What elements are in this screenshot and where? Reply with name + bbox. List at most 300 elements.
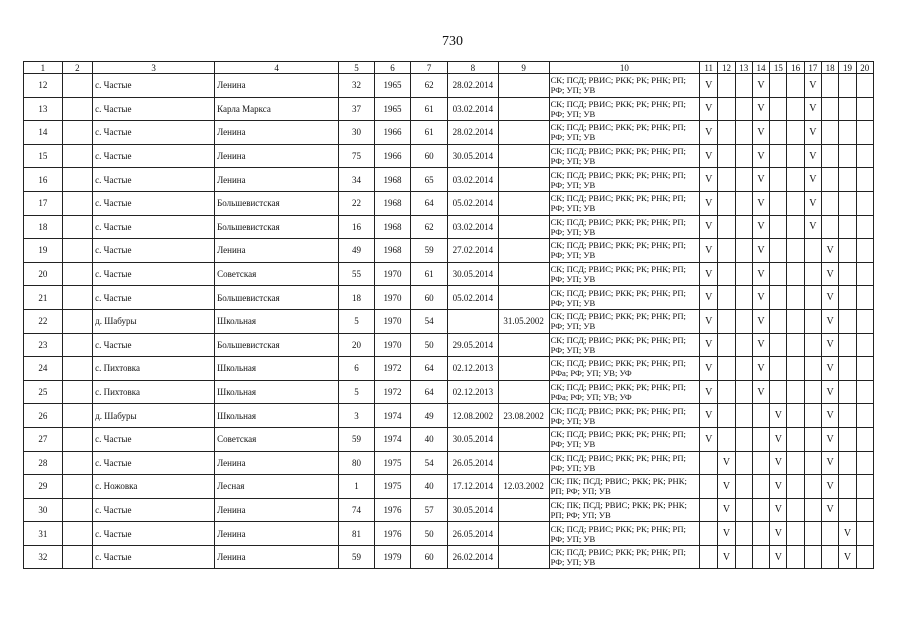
mark-cell bbox=[735, 498, 752, 522]
mark-cell: V bbox=[822, 262, 839, 286]
mark-cell: V bbox=[718, 475, 735, 499]
cell-c6: 1976 bbox=[374, 498, 411, 522]
mark-cell bbox=[839, 286, 856, 310]
mark-cell: V bbox=[700, 215, 718, 239]
mark-cell bbox=[822, 97, 839, 121]
mark-cell: V bbox=[804, 215, 821, 239]
cell-c10: СК; ПСД; РВИС; РКК; РК; РНК; РП; РФ; УП; УВ bbox=[549, 286, 699, 310]
mark-cell bbox=[770, 239, 787, 263]
cell-c8: 26.05.2014 bbox=[447, 451, 498, 475]
cell-c1: 23 bbox=[24, 333, 63, 357]
table-row bbox=[24, 404, 874, 428]
cell-c5: 81 bbox=[339, 522, 375, 546]
cell-c7: 60 bbox=[411, 545, 448, 569]
cell-c10: СК; ПК; ПСД; РВИС; РКК; РК; РНК; РП; РФ; УП; УВ bbox=[549, 475, 699, 499]
cell-c4: Большевистская bbox=[215, 191, 339, 215]
mark-cell bbox=[856, 380, 873, 404]
cell-c4: Большевистская bbox=[215, 215, 339, 239]
mark-cell bbox=[718, 404, 735, 428]
cell-c5: 22 bbox=[339, 191, 375, 215]
mark-cell bbox=[856, 451, 873, 475]
mark-cell: V bbox=[700, 74, 718, 98]
mark-cell bbox=[822, 144, 839, 168]
mark-cell bbox=[787, 333, 804, 357]
cell-c4: Школьная bbox=[215, 357, 339, 381]
mark-cell bbox=[718, 191, 735, 215]
mark-cell bbox=[856, 475, 873, 499]
mark-cell bbox=[804, 333, 821, 357]
mark-cell bbox=[700, 498, 718, 522]
cell-c10: СК; ПСД; РВИС; РКК; РК; РНК; РП; РФ; УП; УВ bbox=[549, 451, 699, 475]
cell-c10: СК; ПСД; РВИС; РКК; РК; РНК; РП; РФ; УП; УВ bbox=[549, 215, 699, 239]
cell-c4: Ленина bbox=[215, 74, 339, 98]
cell-c10: СК; ПК; ПСД; РВИС; РКК; РК; РНК; РП; РФ; УП; УВ bbox=[549, 498, 699, 522]
column-header: 17 bbox=[804, 62, 821, 74]
cell-c7: 40 bbox=[411, 475, 448, 499]
mark-cell bbox=[787, 286, 804, 310]
cell-c8: 03.02.2014 bbox=[447, 215, 498, 239]
mark-cell bbox=[718, 427, 735, 451]
cell-c1: 12 bbox=[24, 74, 63, 98]
mark-cell bbox=[856, 286, 873, 310]
cell-c8: 30.05.2014 bbox=[447, 498, 498, 522]
cell-c7: 54 bbox=[411, 451, 448, 475]
cell-c4: Ленина bbox=[215, 498, 339, 522]
mark-cell: V bbox=[770, 498, 787, 522]
mark-cell: V bbox=[770, 522, 787, 546]
mark-cell bbox=[856, 97, 873, 121]
mark-cell bbox=[770, 215, 787, 239]
cell-c5: 49 bbox=[339, 239, 375, 263]
mark-cell: V bbox=[718, 498, 735, 522]
cell-c9 bbox=[498, 357, 549, 381]
cell-c7: 40 bbox=[411, 427, 448, 451]
cell-c1: 19 bbox=[24, 239, 63, 263]
mark-cell bbox=[804, 380, 821, 404]
mark-cell: V bbox=[752, 286, 769, 310]
cell-c2 bbox=[62, 522, 93, 546]
cell-c10: СК; ПСД; РВИС; РКК; РК; РНК; РП; РФ; УП; УВ bbox=[549, 427, 699, 451]
mark-cell bbox=[839, 74, 856, 98]
mark-cell: V bbox=[752, 333, 769, 357]
mark-cell bbox=[856, 121, 873, 145]
mark-cell bbox=[735, 168, 752, 192]
cell-c8: 02.12.2013 bbox=[447, 357, 498, 381]
cell-c7: 61 bbox=[411, 262, 448, 286]
page-number: 730 bbox=[442, 34, 463, 49]
mark-cell bbox=[735, 404, 752, 428]
cell-c7: 64 bbox=[411, 357, 448, 381]
cell-c7: 60 bbox=[411, 286, 448, 310]
cell-c5: 75 bbox=[339, 144, 375, 168]
cell-c8: 30.05.2014 bbox=[447, 262, 498, 286]
mark-cell bbox=[770, 168, 787, 192]
mark-cell bbox=[839, 262, 856, 286]
mark-cell: V bbox=[770, 545, 787, 569]
register-table bbox=[23, 61, 874, 569]
mark-cell: V bbox=[822, 404, 839, 428]
column-header: 18 bbox=[822, 62, 839, 74]
cell-c3: с. Частые bbox=[93, 498, 215, 522]
cell-c1: 24 bbox=[24, 357, 63, 381]
cell-c4: Школьная bbox=[215, 309, 339, 333]
mark-cell bbox=[856, 144, 873, 168]
mark-cell bbox=[804, 451, 821, 475]
table-row bbox=[24, 380, 874, 404]
mark-cell bbox=[839, 144, 856, 168]
cell-c6: 1968 bbox=[374, 191, 411, 215]
cell-c3: с. Частые bbox=[93, 74, 215, 98]
cell-c2 bbox=[62, 262, 93, 286]
mark-cell bbox=[822, 522, 839, 546]
mark-cell: V bbox=[700, 191, 718, 215]
cell-c2 bbox=[62, 333, 93, 357]
mark-cell bbox=[839, 309, 856, 333]
mark-cell bbox=[735, 262, 752, 286]
mark-cell bbox=[735, 121, 752, 145]
cell-c7: 57 bbox=[411, 498, 448, 522]
cell-c1: 32 bbox=[24, 545, 63, 569]
mark-cell bbox=[735, 522, 752, 546]
table-row bbox=[24, 215, 874, 239]
cell-c10: СК; ПСД; РВИС; РКК; РК; РНК; РП; РФ; УП; УВ bbox=[549, 333, 699, 357]
mark-cell bbox=[718, 97, 735, 121]
cell-c2 bbox=[62, 475, 93, 499]
cell-c5: 34 bbox=[339, 168, 375, 192]
cell-c5: 18 bbox=[339, 286, 375, 310]
column-header: 9 bbox=[498, 62, 549, 74]
mark-cell bbox=[700, 545, 718, 569]
cell-c3: с. Частые bbox=[93, 262, 215, 286]
mark-cell: V bbox=[804, 144, 821, 168]
mark-cell: V bbox=[822, 475, 839, 499]
table-row bbox=[24, 475, 874, 499]
mark-cell bbox=[787, 522, 804, 546]
mark-cell bbox=[752, 522, 769, 546]
cell-c4: Ленина bbox=[215, 144, 339, 168]
cell-c9 bbox=[498, 380, 549, 404]
cell-c9 bbox=[498, 97, 549, 121]
mark-cell bbox=[856, 262, 873, 286]
mark-cell bbox=[718, 309, 735, 333]
mark-cell bbox=[787, 380, 804, 404]
cell-c7: 54 bbox=[411, 309, 448, 333]
mark-cell bbox=[718, 215, 735, 239]
cell-c7: 64 bbox=[411, 191, 448, 215]
mark-cell bbox=[787, 121, 804, 145]
column-header: 2 bbox=[62, 62, 93, 74]
cell-c8: 12.08.2002 bbox=[447, 404, 498, 428]
column-header: 15 bbox=[770, 62, 787, 74]
column-header: 7 bbox=[411, 62, 448, 74]
cell-c2 bbox=[62, 239, 93, 263]
cell-c9: 31.05.2002 bbox=[498, 309, 549, 333]
cell-c8: 26.02.2014 bbox=[447, 545, 498, 569]
cell-c1: 25 bbox=[24, 380, 63, 404]
cell-c6: 1970 bbox=[374, 309, 411, 333]
cell-c10: СК; ПСД; РВИС; РКК; РК; РНК; РП; РФа; РФ; УП; УВ; УФ bbox=[549, 380, 699, 404]
mark-cell bbox=[718, 357, 735, 381]
mark-cell bbox=[804, 498, 821, 522]
cell-c7: 60 bbox=[411, 144, 448, 168]
cell-c8: 17.12.2014 bbox=[447, 475, 498, 499]
cell-c6: 1976 bbox=[374, 522, 411, 546]
cell-c3: с. Частые bbox=[93, 522, 215, 546]
mark-cell bbox=[770, 357, 787, 381]
cell-c2 bbox=[62, 97, 93, 121]
cell-c6: 1968 bbox=[374, 168, 411, 192]
header-row bbox=[24, 62, 874, 74]
table-row bbox=[24, 168, 874, 192]
cell-c3: с. Частые bbox=[93, 545, 215, 569]
mark-cell: V bbox=[822, 498, 839, 522]
mark-cell: V bbox=[752, 121, 769, 145]
mark-cell: V bbox=[822, 239, 839, 263]
table-row bbox=[24, 144, 874, 168]
cell-c4: Советская bbox=[215, 262, 339, 286]
cell-c2 bbox=[62, 74, 93, 98]
column-header: 16 bbox=[787, 62, 804, 74]
mark-cell: V bbox=[752, 191, 769, 215]
cell-c10: СК; ПСД; РВИС; РКК; РК; РНК; РП; РФ; УП; УВ bbox=[549, 144, 699, 168]
mark-cell bbox=[804, 262, 821, 286]
mark-cell bbox=[718, 144, 735, 168]
cell-c4: Школьная bbox=[215, 380, 339, 404]
cell-c9 bbox=[498, 498, 549, 522]
cell-c10: СК; ПСД; РВИС; РКК; РК; РНК; РП; РФ; УП; УВ bbox=[549, 191, 699, 215]
cell-c4: Ленина bbox=[215, 239, 339, 263]
cell-c1: 21 bbox=[24, 286, 63, 310]
cell-c9 bbox=[498, 522, 549, 546]
table-row bbox=[24, 357, 874, 381]
cell-c7: 62 bbox=[411, 74, 448, 98]
table-row bbox=[24, 522, 874, 546]
mark-cell bbox=[856, 168, 873, 192]
mark-cell bbox=[735, 309, 752, 333]
cell-c6: 1974 bbox=[374, 404, 411, 428]
cell-c2 bbox=[62, 286, 93, 310]
cell-c1: 31 bbox=[24, 522, 63, 546]
mark-cell bbox=[787, 215, 804, 239]
cell-c8: 28.02.2014 bbox=[447, 121, 498, 145]
mark-cell: V bbox=[822, 451, 839, 475]
cell-c9 bbox=[498, 121, 549, 145]
cell-c5: 55 bbox=[339, 262, 375, 286]
mark-cell bbox=[787, 144, 804, 168]
cell-c8: 02.12.2013 bbox=[447, 380, 498, 404]
mark-cell bbox=[787, 545, 804, 569]
mark-cell: V bbox=[752, 215, 769, 239]
cell-c10: СК; ПСД; РВИС; РКК; РК; РНК; РП; РФ; УП; УВ bbox=[549, 545, 699, 569]
mark-cell bbox=[735, 451, 752, 475]
mark-cell: V bbox=[804, 97, 821, 121]
cell-c10: СК; ПСД; РВИС; РКК; РК; РНК; РП; РФ; УП; УВ bbox=[549, 121, 699, 145]
mark-cell bbox=[735, 286, 752, 310]
mark-cell: V bbox=[752, 357, 769, 381]
mark-cell bbox=[839, 239, 856, 263]
table-row bbox=[24, 545, 874, 569]
cell-c3: с. Частые bbox=[93, 427, 215, 451]
cell-c9 bbox=[498, 239, 549, 263]
mark-cell bbox=[752, 451, 769, 475]
cell-c5: 16 bbox=[339, 215, 375, 239]
cell-c4: Ленина bbox=[215, 121, 339, 145]
mark-cell: V bbox=[752, 144, 769, 168]
mark-cell: V bbox=[718, 522, 735, 546]
mark-cell bbox=[839, 427, 856, 451]
cell-c8: 05.02.2014 bbox=[447, 286, 498, 310]
mark-cell bbox=[770, 380, 787, 404]
table-row bbox=[24, 262, 874, 286]
mark-cell bbox=[787, 74, 804, 98]
cell-c1: 29 bbox=[24, 475, 63, 499]
table-row bbox=[24, 74, 874, 98]
mark-cell bbox=[804, 357, 821, 381]
cell-c2 bbox=[62, 404, 93, 428]
cell-c7: 65 bbox=[411, 168, 448, 192]
mark-cell bbox=[752, 498, 769, 522]
cell-c2 bbox=[62, 380, 93, 404]
mark-cell: V bbox=[752, 380, 769, 404]
mark-cell bbox=[752, 545, 769, 569]
column-header: 3 bbox=[93, 62, 215, 74]
cell-c3: с. Пихтовка bbox=[93, 380, 215, 404]
mark-cell bbox=[787, 427, 804, 451]
mark-cell bbox=[839, 357, 856, 381]
cell-c4: Ленина bbox=[215, 522, 339, 546]
cell-c3: с. Частые bbox=[93, 333, 215, 357]
table-row bbox=[24, 333, 874, 357]
mark-cell bbox=[735, 97, 752, 121]
mark-cell bbox=[718, 380, 735, 404]
cell-c1: 13 bbox=[24, 97, 63, 121]
cell-c7: 61 bbox=[411, 97, 448, 121]
mark-cell bbox=[770, 121, 787, 145]
mark-cell: V bbox=[700, 380, 718, 404]
mark-cell bbox=[856, 357, 873, 381]
cell-c9 bbox=[498, 168, 549, 192]
cell-c7: 59 bbox=[411, 239, 448, 263]
mark-cell bbox=[839, 97, 856, 121]
mark-cell bbox=[770, 74, 787, 98]
table-row bbox=[24, 191, 874, 215]
cell-c8: 26.05.2014 bbox=[447, 522, 498, 546]
mark-cell bbox=[770, 144, 787, 168]
cell-c6: 1974 bbox=[374, 427, 411, 451]
mark-cell bbox=[856, 427, 873, 451]
cell-c3: д. Шабуры bbox=[93, 404, 215, 428]
mark-cell bbox=[787, 451, 804, 475]
cell-c8: 03.02.2014 bbox=[447, 97, 498, 121]
cell-c3: с. Частые bbox=[93, 144, 215, 168]
cell-c1: 15 bbox=[24, 144, 63, 168]
cell-c5: 5 bbox=[339, 309, 375, 333]
cell-c9 bbox=[498, 144, 549, 168]
cell-c3: с. Частые bbox=[93, 286, 215, 310]
cell-c4: Ленина bbox=[215, 451, 339, 475]
cell-c5: 80 bbox=[339, 451, 375, 475]
cell-c5: 5 bbox=[339, 380, 375, 404]
mark-cell bbox=[718, 262, 735, 286]
mark-cell bbox=[822, 74, 839, 98]
mark-cell bbox=[856, 404, 873, 428]
mark-cell bbox=[770, 97, 787, 121]
cell-c1: 17 bbox=[24, 191, 63, 215]
mark-cell: V bbox=[804, 191, 821, 215]
mark-cell bbox=[770, 286, 787, 310]
cell-c5: 37 bbox=[339, 97, 375, 121]
mark-cell: V bbox=[718, 451, 735, 475]
mark-cell bbox=[822, 215, 839, 239]
table-row bbox=[24, 286, 874, 310]
mark-cell bbox=[839, 404, 856, 428]
mark-cell: V bbox=[752, 262, 769, 286]
mark-cell: V bbox=[752, 309, 769, 333]
mark-cell bbox=[700, 522, 718, 546]
mark-cell: V bbox=[752, 239, 769, 263]
table-row bbox=[24, 121, 874, 145]
mark-cell bbox=[718, 239, 735, 263]
mark-cell: V bbox=[700, 357, 718, 381]
mark-cell: V bbox=[770, 427, 787, 451]
mark-cell bbox=[787, 404, 804, 428]
mark-cell bbox=[787, 309, 804, 333]
mark-cell: V bbox=[770, 451, 787, 475]
mark-cell: V bbox=[804, 168, 821, 192]
cell-c8: 29.05.2014 bbox=[447, 333, 498, 357]
mark-cell bbox=[735, 333, 752, 357]
mark-cell bbox=[822, 545, 839, 569]
cell-c8 bbox=[447, 309, 498, 333]
cell-c2 bbox=[62, 451, 93, 475]
cell-c9 bbox=[498, 191, 549, 215]
mark-cell bbox=[856, 545, 873, 569]
cell-c1: 28 bbox=[24, 451, 63, 475]
cell-c5: 59 bbox=[339, 427, 375, 451]
mark-cell bbox=[718, 168, 735, 192]
mark-cell bbox=[839, 498, 856, 522]
cell-c6: 1966 bbox=[374, 121, 411, 145]
mark-cell: V bbox=[822, 333, 839, 357]
mark-cell: V bbox=[700, 144, 718, 168]
cell-c9: 23.08.2002 bbox=[498, 404, 549, 428]
cell-c10: СК; ПСД; РВИС; РКК; РК; РНК; РП; РФ; УП; УВ bbox=[549, 262, 699, 286]
cell-c10: СК; ПСД; РВИС; РКК; РК; РНК; РП; РФ; УП; УВ bbox=[549, 239, 699, 263]
column-header: 6 bbox=[374, 62, 411, 74]
mark-cell bbox=[839, 191, 856, 215]
mark-cell bbox=[770, 262, 787, 286]
mark-cell bbox=[787, 262, 804, 286]
mark-cell bbox=[735, 545, 752, 569]
cell-c3: с. Частые bbox=[93, 168, 215, 192]
mark-cell bbox=[770, 191, 787, 215]
column-header: 1 bbox=[24, 62, 63, 74]
cell-c2 bbox=[62, 357, 93, 381]
mark-cell bbox=[770, 309, 787, 333]
cell-c3: с. Частые bbox=[93, 239, 215, 263]
mark-cell bbox=[787, 191, 804, 215]
cell-c5: 6 bbox=[339, 357, 375, 381]
cell-c9 bbox=[498, 215, 549, 239]
cell-c3: с. Частые bbox=[93, 215, 215, 239]
mark-cell bbox=[822, 121, 839, 145]
column-header: 19 bbox=[839, 62, 856, 74]
mark-cell bbox=[804, 239, 821, 263]
mark-cell bbox=[770, 333, 787, 357]
cell-c6: 1975 bbox=[374, 451, 411, 475]
cell-c7: 62 bbox=[411, 215, 448, 239]
mark-cell: V bbox=[770, 404, 787, 428]
